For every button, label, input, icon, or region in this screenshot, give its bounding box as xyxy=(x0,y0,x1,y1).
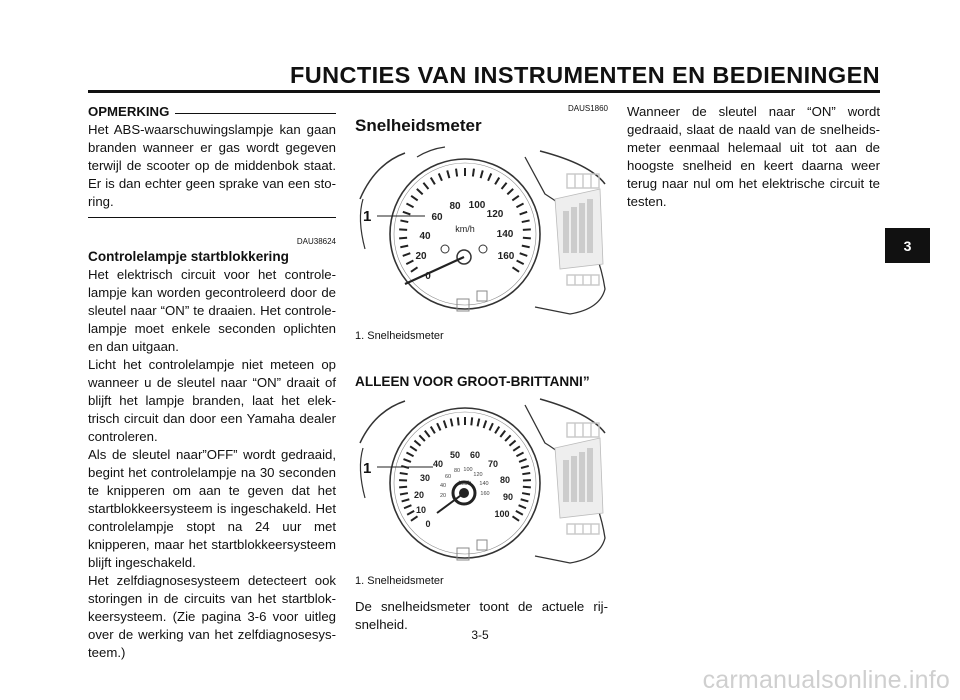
tick-label: 0 xyxy=(425,519,431,529)
gauge-tick xyxy=(407,511,414,515)
gauge-tick xyxy=(484,421,487,429)
gauge-tick xyxy=(456,169,457,177)
gauge-tick xyxy=(400,473,408,474)
gauge-tick xyxy=(521,499,529,501)
page-number: 3-5 xyxy=(471,628,489,642)
gauge-tick xyxy=(520,212,528,215)
inner-tick-label: 160 xyxy=(480,491,490,497)
speedometer-illustration-kmh xyxy=(355,139,608,319)
column-middle xyxy=(355,103,608,634)
paragraph: Als de sleutel naar”OFF” wordt gedraaid, begint het controlelampje na 30 seconden te knipperen om aan te geven dat het startblokkeersysteem is ingeschakeld. Het controlelampje stopt na 24 uur met knipperen, maar het startblokkeersysteem blijft ingeschakeld. xyxy=(88,447,336,570)
note-heading-label: OPMERKING xyxy=(88,104,170,119)
unit-label: km/h xyxy=(458,481,472,487)
gauge-tick xyxy=(478,419,480,427)
tick-label: 60 xyxy=(431,212,443,223)
gauge-tick xyxy=(522,246,530,248)
callout-number: 1 xyxy=(363,208,372,225)
page-header-title: FUNCTIES VAN INSTRUMENTEN EN BEDIENINGEN xyxy=(290,62,881,88)
gauge-tick xyxy=(411,267,418,272)
paragraph: Het zelfdiagnosesysteem detecteert ook storingen in de circuits van het startblok-keersysteem. (Zie pagina 3-6 voor uitleg over de werking van het zelfdiagnosesys-teem.) xyxy=(88,573,336,660)
gauge-tick xyxy=(522,493,530,494)
speedometer-illustration-mph xyxy=(355,393,608,568)
section-code: DAUS1860 xyxy=(567,104,608,113)
section-title: Snelheidsmeter xyxy=(355,116,482,135)
inner-tick-label: 20 xyxy=(439,493,447,499)
tick-label: 30 xyxy=(419,473,431,483)
gauge-tick xyxy=(488,173,491,180)
inner-tick-label: 100 xyxy=(463,467,473,473)
gauge-tick xyxy=(520,253,528,256)
gauge-tick xyxy=(502,183,507,189)
tick-label: 20 xyxy=(413,490,425,500)
tick-label: 80 xyxy=(449,201,461,212)
gauge-tick xyxy=(516,511,523,515)
tick-label: 10 xyxy=(415,505,427,515)
tick-label: 100 xyxy=(468,200,486,211)
column-left xyxy=(88,103,336,662)
gauge-tick xyxy=(400,246,408,248)
gauge-tick xyxy=(410,446,417,450)
gauge-tick xyxy=(523,238,531,239)
gauge-tick xyxy=(419,435,425,441)
gauge-tick xyxy=(406,204,413,208)
unit-label: km/h xyxy=(455,224,475,234)
inner-tick-label: 120 xyxy=(473,472,483,478)
gauge-tick xyxy=(507,189,513,194)
tick-label: 100 xyxy=(494,509,510,519)
gauge-tick xyxy=(521,466,529,468)
gauge-tick xyxy=(512,196,519,201)
gauge-tick xyxy=(406,261,413,265)
tick-label: 40 xyxy=(419,231,431,242)
gauge-tick xyxy=(458,417,459,425)
gauge-tick xyxy=(406,453,413,457)
section-title: Controlelampje startblokkering xyxy=(88,249,289,264)
paragraph: De snelheidsmeter toont de actuele rij-snelheid. xyxy=(355,599,608,632)
note-heading xyxy=(88,103,336,121)
gauge-tick xyxy=(519,459,526,462)
gauge-tick xyxy=(522,220,530,222)
gauge-tick xyxy=(404,505,411,508)
tick-label: 50 xyxy=(449,450,461,460)
gauge-tick xyxy=(411,196,418,201)
gauge-tick xyxy=(481,170,483,178)
gauge-tick xyxy=(399,238,407,239)
gauge-tick xyxy=(411,516,418,521)
gauge-tick xyxy=(523,487,531,488)
tick-label: 40 xyxy=(432,459,444,469)
gauge-tick xyxy=(403,459,410,462)
tick-label: 120 xyxy=(486,209,504,220)
chapter-tab: 3 xyxy=(885,228,930,263)
figure-caption: 1. Snelheidsmeter xyxy=(355,330,444,342)
gauge-tick xyxy=(516,453,523,457)
column-right xyxy=(627,103,880,211)
tick-label: 140 xyxy=(496,229,514,240)
watermark: carmanualsonline.info xyxy=(702,666,950,694)
paragraph: Licht het controlelampje niet meteen op wanneer u de sleutel naar “ON” draait of blijft het lampje branden, laat het elek-trisch circuit dan door een Yamaha dealer controleren. xyxy=(88,357,336,444)
gauge-tick xyxy=(513,446,520,450)
tick-label: 70 xyxy=(487,459,499,469)
gauge-tick xyxy=(431,178,435,185)
gauge-tick xyxy=(431,427,435,434)
paragraph: Het elektrisch circuit voor het controle-lampje kan worden gecontroleerd door de sleutel naar “ON” te draaien. Het controle-lampje moet enkele seconden oplichten en dan uitgaan. xyxy=(88,267,336,354)
tick-label: 60 xyxy=(469,450,481,460)
gauge-tick xyxy=(516,204,523,208)
tick-label: 80 xyxy=(499,475,511,485)
gauge-tick xyxy=(447,170,449,178)
gauge-tick xyxy=(423,183,428,189)
gauge-tick xyxy=(513,267,520,272)
gauge-tick xyxy=(403,253,411,256)
note-heading-rule xyxy=(175,113,336,114)
gauge-tick xyxy=(399,229,407,230)
note-end-rule xyxy=(88,217,336,218)
gauge-tick xyxy=(399,487,407,488)
gauge-tick xyxy=(451,419,453,427)
tick-label: 20 xyxy=(415,251,427,262)
gauge-tick xyxy=(439,173,442,180)
gauge-tick xyxy=(400,220,408,222)
gauge-tick xyxy=(414,441,420,446)
note-text: Het ABS-waarschuwingslampje kan gaan branden wanneer er gas wordt gegeven terwijl de scooter op de middenbok staat. Er is dan echter geen sprake van een sto-ring. xyxy=(88,122,336,209)
gauge-tick xyxy=(425,431,430,437)
header-rule xyxy=(88,90,880,93)
gauge-tick xyxy=(495,427,499,434)
paragraph: Wanneer de sleutel naar “ON” wordt gedraaid, slaat de naald van de snelheids-meter eenmaal helemaal uit tot aan de hoogste snelheid en keert daarna weer terug naar nul om het elektrische circuit te testen. xyxy=(627,104,880,209)
tick-label: 90 xyxy=(502,492,514,502)
tick-label: 160 xyxy=(497,251,515,262)
gauge-tick xyxy=(417,189,423,194)
gauge-tick xyxy=(403,212,411,215)
gauge-tick xyxy=(473,169,474,177)
gauge-tick xyxy=(509,441,515,446)
figure-caption: 1. Snelheidsmeter xyxy=(355,575,444,587)
inner-tick-label: 140 xyxy=(479,481,489,487)
gauge-tick xyxy=(402,499,410,501)
gauge-tick xyxy=(495,178,499,185)
gauge-tick xyxy=(490,423,493,430)
gauge-tick xyxy=(400,493,408,494)
gauge-tick xyxy=(519,505,526,508)
inner-tick-label: 40 xyxy=(439,483,447,489)
gauge-tick xyxy=(522,473,530,474)
gauge-tick xyxy=(444,421,447,429)
callout-number: 1 xyxy=(363,460,372,477)
tick-label: 0 xyxy=(425,271,431,282)
section-code: DAU38624 xyxy=(296,237,336,246)
gauge-tick xyxy=(517,261,524,265)
inner-tick-label: 80 xyxy=(453,468,461,474)
inner-tick-label: 60 xyxy=(444,474,452,480)
gauge-tick xyxy=(513,516,520,521)
gauge-tick xyxy=(471,417,472,425)
gauge-tick xyxy=(500,431,505,437)
gauge-tick xyxy=(437,423,440,430)
gauge-tick xyxy=(523,229,531,230)
uk-only-heading: ALLEEN VOOR GROOT-BRITTANNI” xyxy=(355,374,590,389)
gauge-tick xyxy=(505,435,511,441)
